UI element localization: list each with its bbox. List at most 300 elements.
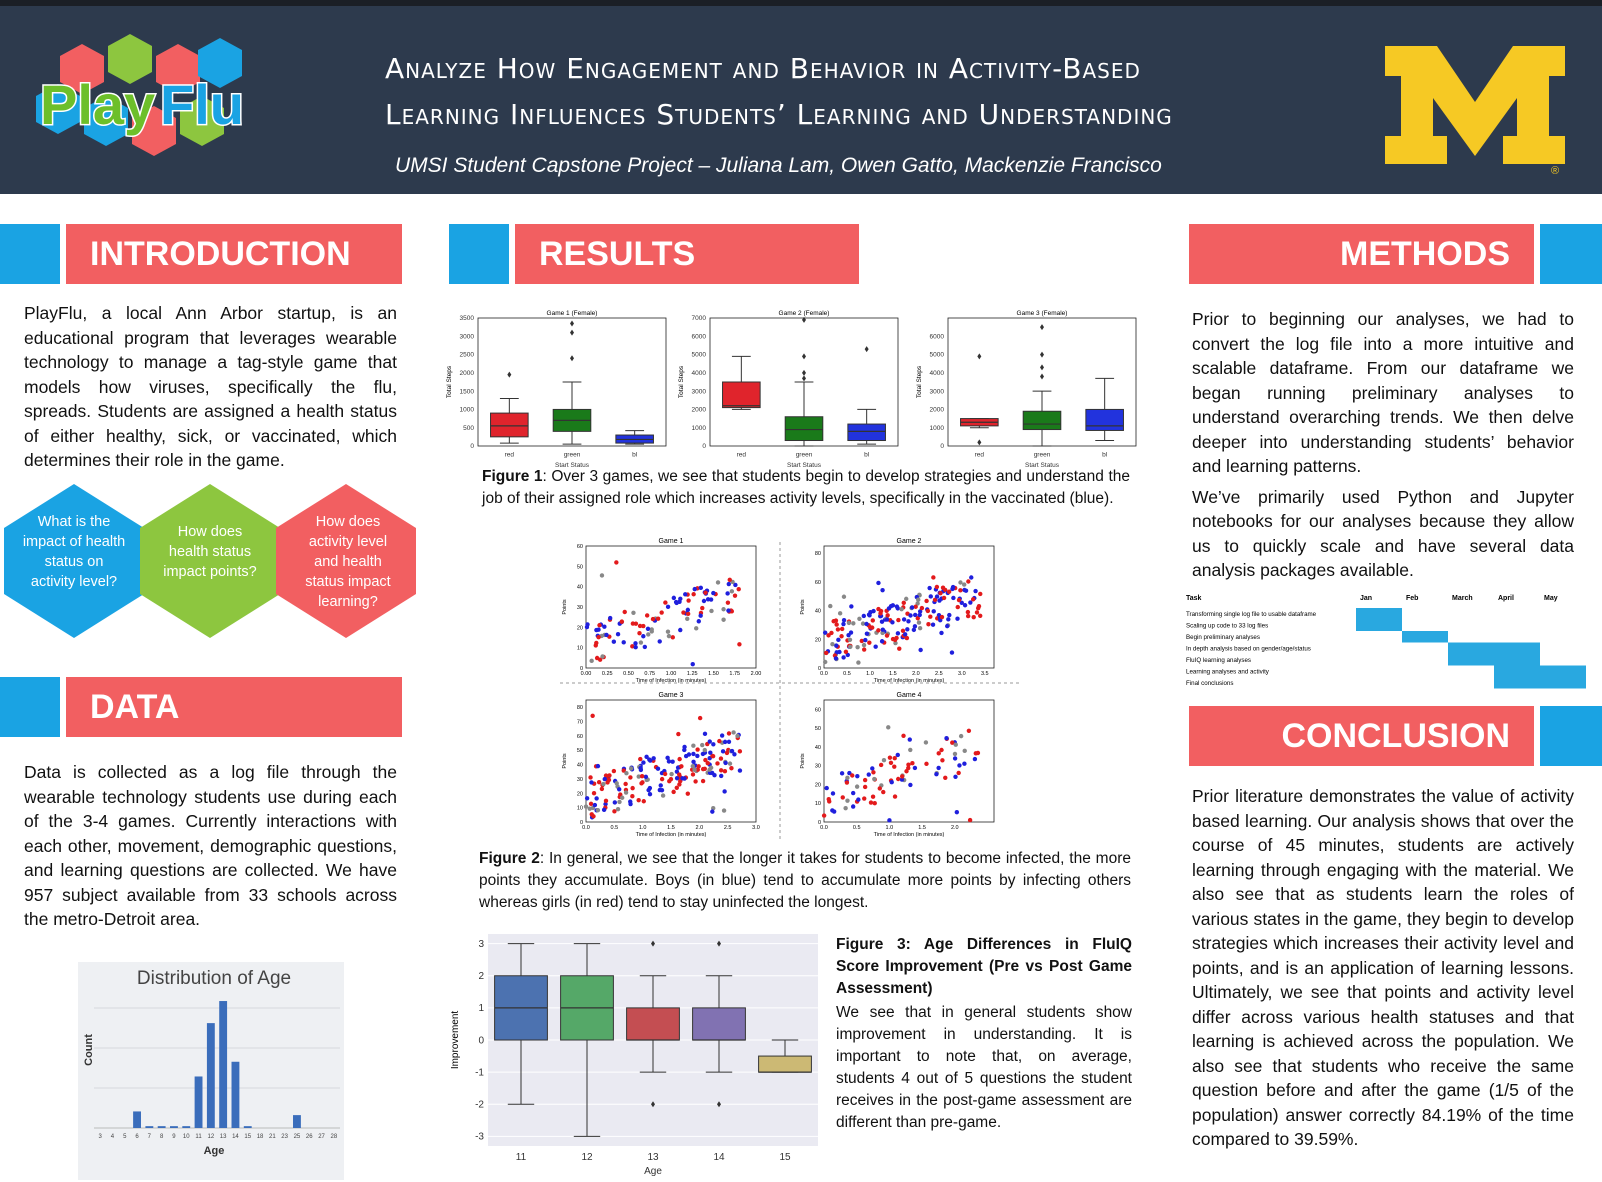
- data-point: [878, 786, 882, 790]
- y-tick-label: 4000: [929, 370, 944, 378]
- data-point: [642, 799, 646, 803]
- gantt-task-bar: [1448, 643, 1540, 655]
- data-point: [880, 588, 884, 592]
- playflu-logo: [22, 36, 282, 164]
- gantt-month-label: Jan: [1360, 595, 1373, 602]
- data-point: [841, 622, 845, 626]
- data-point: [717, 739, 721, 743]
- data-point: [935, 585, 939, 589]
- x-tick-label: 11: [515, 1152, 527, 1163]
- data-point: [711, 742, 715, 746]
- y-tick-label: 0: [478, 1035, 484, 1047]
- y-tick-label: 3000: [929, 388, 944, 396]
- data-point: [669, 777, 673, 781]
- y-tick-label: 5000: [929, 351, 944, 359]
- data-point: [665, 756, 669, 760]
- data-point: [947, 613, 951, 617]
- data-point: [584, 804, 588, 808]
- data-point: [602, 808, 606, 812]
- data-point: [843, 806, 847, 810]
- data-point: [969, 575, 973, 579]
- data-point: [871, 795, 875, 799]
- y-tick-label: 2000: [691, 406, 706, 414]
- bar-age-13: [219, 1001, 227, 1128]
- y-tick-label: 0: [579, 666, 583, 672]
- title-line-1: Analyze How Engagement and Behavior in Activity-Based: [385, 52, 1141, 85]
- data-point: [881, 790, 885, 794]
- data-point: [682, 745, 686, 749]
- figure-2-label: Figure 2: [479, 850, 540, 867]
- figure-2-scatterplots: [560, 538, 1020, 852]
- data-point: [855, 784, 859, 788]
- data-point: [863, 785, 867, 789]
- poster-header: [0, 6, 1602, 194]
- data-point: [957, 763, 961, 767]
- data-point: [669, 772, 673, 776]
- tick-label: 27: [318, 1134, 325, 1140]
- data-point: [638, 757, 642, 761]
- tick-label: 21: [269, 1134, 276, 1140]
- y-tick-label: 0: [702, 443, 706, 451]
- data-point: [680, 776, 684, 780]
- data-point: [617, 787, 621, 791]
- data-point: [855, 774, 859, 778]
- tick-label: 26: [305, 1134, 313, 1140]
- question-2-text: How does health status impact points?: [163, 524, 257, 580]
- data-point: [902, 601, 906, 605]
- data-point: [733, 593, 737, 597]
- y-tick-label: 60: [576, 733, 583, 740]
- data-point: [597, 780, 601, 784]
- data-point: [663, 600, 667, 604]
- data-point: [945, 624, 949, 628]
- data-point: [918, 626, 922, 630]
- data-point: [822, 813, 826, 817]
- data-point: [830, 642, 834, 646]
- data-point: [908, 613, 912, 617]
- data-point: [878, 611, 882, 615]
- data-point: [725, 591, 729, 595]
- data-point: [851, 621, 855, 625]
- data-point: [975, 610, 979, 614]
- data-point: [929, 594, 933, 598]
- plot-title: Game 1 (Female): [546, 310, 598, 317]
- data-point: [723, 761, 727, 765]
- data-point: [903, 632, 907, 636]
- data-point: [634, 621, 638, 625]
- data-point: [678, 597, 682, 601]
- x-tick-label: 1.0: [866, 671, 874, 677]
- data-point: [638, 766, 642, 770]
- data-point: [702, 599, 706, 603]
- data-point: [934, 772, 938, 776]
- x-tick-label: 15: [779, 1152, 791, 1163]
- data-point: [614, 560, 618, 564]
- plot-title: Game 3: [658, 692, 684, 699]
- data-point: [656, 617, 660, 621]
- y-tick-label: 50: [814, 726, 821, 733]
- data-point: [890, 780, 894, 784]
- data-point: [656, 767, 660, 771]
- plot-title: Game 1: [658, 538, 684, 545]
- data-point: [727, 731, 731, 735]
- y-tick-label: 50: [576, 748, 583, 755]
- gantt-task-bar: [1494, 677, 1586, 689]
- x-tick-label: red: [504, 451, 515, 459]
- y-tick-label: 20: [576, 625, 583, 632]
- gantt-task-name: Final conclusions: [1186, 680, 1234, 687]
- data-point: [709, 609, 713, 613]
- data-point: [873, 645, 877, 649]
- data-point: [857, 617, 861, 621]
- data-point: [863, 778, 867, 782]
- data-point: [831, 791, 835, 795]
- data-point: [953, 775, 957, 779]
- data-point: [716, 580, 720, 584]
- tick-label: 25: [293, 1134, 301, 1140]
- data-point: [600, 573, 604, 577]
- y-axis-label: Total Steps: [678, 365, 685, 399]
- data-point: [840, 627, 844, 631]
- data-point: [967, 729, 971, 733]
- data-point: [962, 588, 966, 592]
- y-tick-label: 2000: [929, 406, 944, 414]
- plot-title: Game 4: [896, 692, 922, 699]
- y-tick-label: 40: [814, 744, 821, 751]
- data-point: [591, 814, 595, 818]
- conclusion-heading: CONCLUSION: [1189, 706, 1534, 766]
- tick-label: 3: [98, 1134, 102, 1140]
- data-point: [624, 790, 628, 794]
- data-point: [639, 781, 643, 785]
- x-tick-label: 2.0: [950, 825, 959, 831]
- data-point: [899, 607, 903, 611]
- x-tick-label: 0.00: [580, 671, 592, 677]
- data-point: [731, 730, 735, 734]
- data-point: [737, 642, 741, 646]
- data-point: [849, 604, 853, 608]
- data-point: [722, 789, 726, 793]
- data-point: [706, 761, 710, 765]
- data-point: [691, 592, 695, 596]
- data-point: [842, 595, 846, 599]
- y-tick-label: 60: [814, 707, 821, 714]
- data-point: [726, 608, 730, 612]
- data-point: [666, 605, 670, 609]
- data-point: [836, 638, 840, 642]
- data-point: [953, 756, 957, 760]
- data-point: [893, 756, 897, 760]
- data-point: [691, 752, 695, 756]
- x-tick-label: 3.0: [958, 671, 966, 677]
- y-axis-label: Total Steps: [446, 365, 453, 399]
- tick-label: 4: [110, 1134, 115, 1140]
- data-point: [612, 769, 616, 773]
- x-tick-label: 0.5: [852, 825, 861, 831]
- tick-label: 13: [219, 1134, 227, 1140]
- data-point: [939, 631, 943, 635]
- data-point: [585, 622, 589, 626]
- data-point: [644, 755, 648, 759]
- data-point: [646, 788, 650, 792]
- data-point: [703, 732, 707, 736]
- data-point: [871, 609, 875, 613]
- box-bl: [848, 346, 886, 444]
- x-tick-label: bl: [864, 451, 870, 459]
- data-point: [882, 758, 886, 762]
- data-point: [867, 640, 871, 644]
- data-point: [679, 764, 683, 768]
- gantt-task-name: FluIQ learning analyses: [1186, 657, 1252, 664]
- data-point: [596, 628, 600, 632]
- figure-3-boxplot: [448, 926, 828, 1182]
- data-point: [842, 618, 846, 622]
- data-point: [698, 614, 702, 618]
- x-tick-label: 14: [713, 1152, 725, 1163]
- box-iqr: [1023, 411, 1061, 429]
- data-point: [827, 799, 831, 803]
- data-point: [973, 757, 977, 761]
- box-red: [491, 372, 529, 443]
- data-point: [719, 774, 723, 778]
- figure-1-caption: [482, 466, 1130, 510]
- data-point: [695, 747, 699, 751]
- data-point: [721, 607, 725, 611]
- gantt-task-bar: [1356, 608, 1402, 620]
- data-point: [916, 597, 920, 601]
- data-point: [924, 599, 928, 603]
- figure-1-label: Figure 1: [482, 468, 543, 485]
- tick-label: 28: [330, 1134, 338, 1140]
- data-point: [959, 734, 963, 738]
- methods-paragraph-2: We’ve primarily used Python and Jupyter notebooks for our analyses because they allow us to quickly scale and have several data analysis packages available.: [1192, 486, 1574, 580]
- data-point: [942, 596, 946, 600]
- data-point: [856, 797, 860, 801]
- bar-age-6: [133, 1111, 141, 1128]
- data-point: [953, 752, 957, 756]
- data-point: [958, 588, 962, 592]
- data-point: [957, 598, 961, 602]
- data-point: [895, 604, 899, 608]
- scatter-panel: [562, 538, 761, 684]
- data-point: [730, 589, 734, 593]
- data-point: [660, 777, 664, 781]
- x-tick-label: 0.0: [820, 671, 828, 677]
- data-point: [938, 591, 942, 595]
- plot-frame: [824, 700, 994, 822]
- data-point: [978, 614, 982, 618]
- age-distribution-chart: [78, 962, 344, 1180]
- data-point: [658, 639, 662, 643]
- data-point: [844, 650, 848, 654]
- data-point: [867, 613, 871, 617]
- data-point: [841, 655, 845, 659]
- data-point: [904, 769, 908, 773]
- outlier-point: [802, 353, 806, 359]
- data-point: [686, 791, 690, 795]
- data-point: [888, 755, 892, 759]
- data-point: [727, 582, 731, 586]
- x-tick-label: 0.0: [820, 825, 828, 831]
- data-point: [943, 776, 947, 780]
- data-point: [723, 740, 727, 744]
- data-point: [651, 617, 655, 621]
- data-point: [719, 756, 723, 760]
- tick-label: 10: [182, 1134, 190, 1140]
- outlier-point: [865, 346, 869, 352]
- gantt-month-label: March: [1452, 595, 1473, 602]
- data-point: [672, 596, 676, 600]
- data-point: [671, 790, 675, 794]
- results-heading: RESULTS: [515, 224, 859, 284]
- data-point: [659, 610, 663, 614]
- y-tick-label: 60: [814, 579, 821, 586]
- y-axis-label: Improvement: [450, 1010, 461, 1070]
- data-point: [677, 757, 681, 761]
- figure-2-caption-text: : In general, we see that the longer it takes for students to become infected, the more points they accumulate. Boys (in blue) tend to accumulate more points by infecting others whereas girls (in red) tend to stay uninfected the longest.: [479, 850, 1131, 911]
- data-point: [838, 611, 842, 615]
- data-point: [932, 609, 936, 613]
- x-tick-label: 2.00: [750, 671, 762, 677]
- data-point: [677, 772, 681, 776]
- gantt-task-name: Learning analyses and activity: [1186, 668, 1269, 676]
- data-point: [691, 662, 695, 666]
- bar-age-15: [244, 1126, 252, 1128]
- data-point: [612, 640, 616, 644]
- data-point: [968, 818, 972, 822]
- data-point: [931, 623, 935, 627]
- x-tick-label: 1.00: [665, 671, 677, 677]
- data-point: [862, 643, 866, 647]
- data-point: [904, 597, 908, 601]
- data-point: [708, 751, 712, 755]
- chart-title: Distribution of Age: [136, 968, 292, 989]
- data-point: [973, 589, 977, 593]
- gantt-task-name: Begin preliminary analyses: [1186, 634, 1260, 641]
- y-tick-label: 0: [579, 820, 583, 826]
- bar-age-25: [293, 1115, 301, 1128]
- x-axis-label: Time of Infection (in minutes): [873, 678, 945, 684]
- y-tick-label: 80: [576, 705, 583, 712]
- outlier-point: [977, 439, 981, 445]
- data-point: [728, 578, 732, 582]
- y-tick-label: 1000: [929, 424, 944, 432]
- x-tick-label: 1.5: [918, 825, 926, 831]
- tick-label: 5: [123, 1134, 127, 1140]
- bar-age-7: [145, 1126, 153, 1128]
- y-tick-label: 30: [576, 776, 583, 783]
- data-point: [596, 764, 600, 768]
- data-point: [940, 615, 944, 619]
- data-point: [638, 624, 642, 628]
- data-point: [867, 772, 871, 776]
- y-tick-label: 2500: [459, 351, 474, 359]
- box-red: [961, 353, 999, 445]
- data-point: [892, 764, 896, 768]
- box-iqr: [627, 1008, 680, 1040]
- gantt-month-label: May: [1544, 595, 1558, 602]
- data-point: [824, 786, 828, 790]
- y-tick-label: 30: [576, 605, 583, 611]
- data-point: [641, 634, 645, 638]
- data-point: [697, 619, 701, 623]
- data-point: [594, 796, 598, 800]
- data-point: [677, 782, 681, 786]
- y-axis-label: Points: [562, 599, 568, 615]
- data-point: [824, 651, 828, 655]
- data-point: [589, 659, 593, 663]
- data-point: [955, 617, 959, 621]
- figure-2-caption: [479, 848, 1131, 914]
- data-point: [601, 782, 605, 786]
- data-point: [585, 796, 589, 800]
- y-tick-label: 1000: [459, 406, 474, 414]
- x-tick-label: 2.0: [912, 671, 920, 677]
- x-tick-label: bl: [632, 451, 638, 459]
- x-tick-label: 2.5: [723, 825, 732, 831]
- data-point: [643, 645, 647, 649]
- gantt-month-label: April: [1498, 595, 1514, 602]
- heading-blue-block: [1540, 224, 1602, 284]
- data-point: [721, 749, 725, 753]
- data-point: [944, 736, 948, 740]
- data-point: [699, 586, 703, 590]
- data-point: [636, 798, 640, 802]
- y-tick-label: 5000: [691, 351, 706, 359]
- x-axis-label: Time of Infection (in minutes): [873, 832, 945, 838]
- data-point: [738, 749, 742, 753]
- tick-label: 7: [147, 1134, 152, 1140]
- data-point: [956, 605, 960, 609]
- gantt-task-name: Transforming single log file to usable dataframe: [1186, 611, 1317, 618]
- data-point: [650, 629, 654, 633]
- data-point: [592, 791, 596, 795]
- data-point: [644, 775, 648, 779]
- data-point: [848, 638, 852, 642]
- data-point: [956, 771, 960, 775]
- data-point: [666, 630, 670, 634]
- data-point: [873, 801, 877, 805]
- data-point: [935, 594, 939, 598]
- data-point: [834, 656, 838, 660]
- x-tick-label: 0.5: [610, 825, 619, 831]
- data-point: [896, 777, 900, 781]
- data-point: [926, 609, 930, 613]
- tick-label: 18: [256, 1134, 264, 1140]
- data-point: [670, 759, 674, 763]
- data-point: [834, 643, 838, 647]
- data-point: [603, 777, 607, 781]
- figure-3-title: : Age Differences in FluIQ Score Improvement (Pre vs Post Game Assessment): [836, 936, 1132, 997]
- data-point: [939, 748, 943, 752]
- data-point: [876, 607, 880, 611]
- outlier-point: [1040, 324, 1044, 330]
- data-point: [832, 809, 836, 813]
- data-point: [691, 764, 695, 768]
- data-point: [890, 620, 894, 624]
- data-point: [885, 617, 889, 621]
- figure-1-boxplots: [448, 308, 1138, 476]
- data-point: [908, 748, 912, 752]
- data-point: [951, 585, 955, 589]
- data-point: [691, 772, 695, 776]
- data-point: [639, 640, 643, 644]
- x-tick-label: 3.5: [980, 671, 989, 677]
- data-point: [887, 818, 891, 822]
- y-axis-label: Points: [800, 599, 806, 615]
- data-point: [641, 760, 645, 764]
- title-line-2: Learning Influences Students’ Learning and Understanding: [385, 98, 1173, 131]
